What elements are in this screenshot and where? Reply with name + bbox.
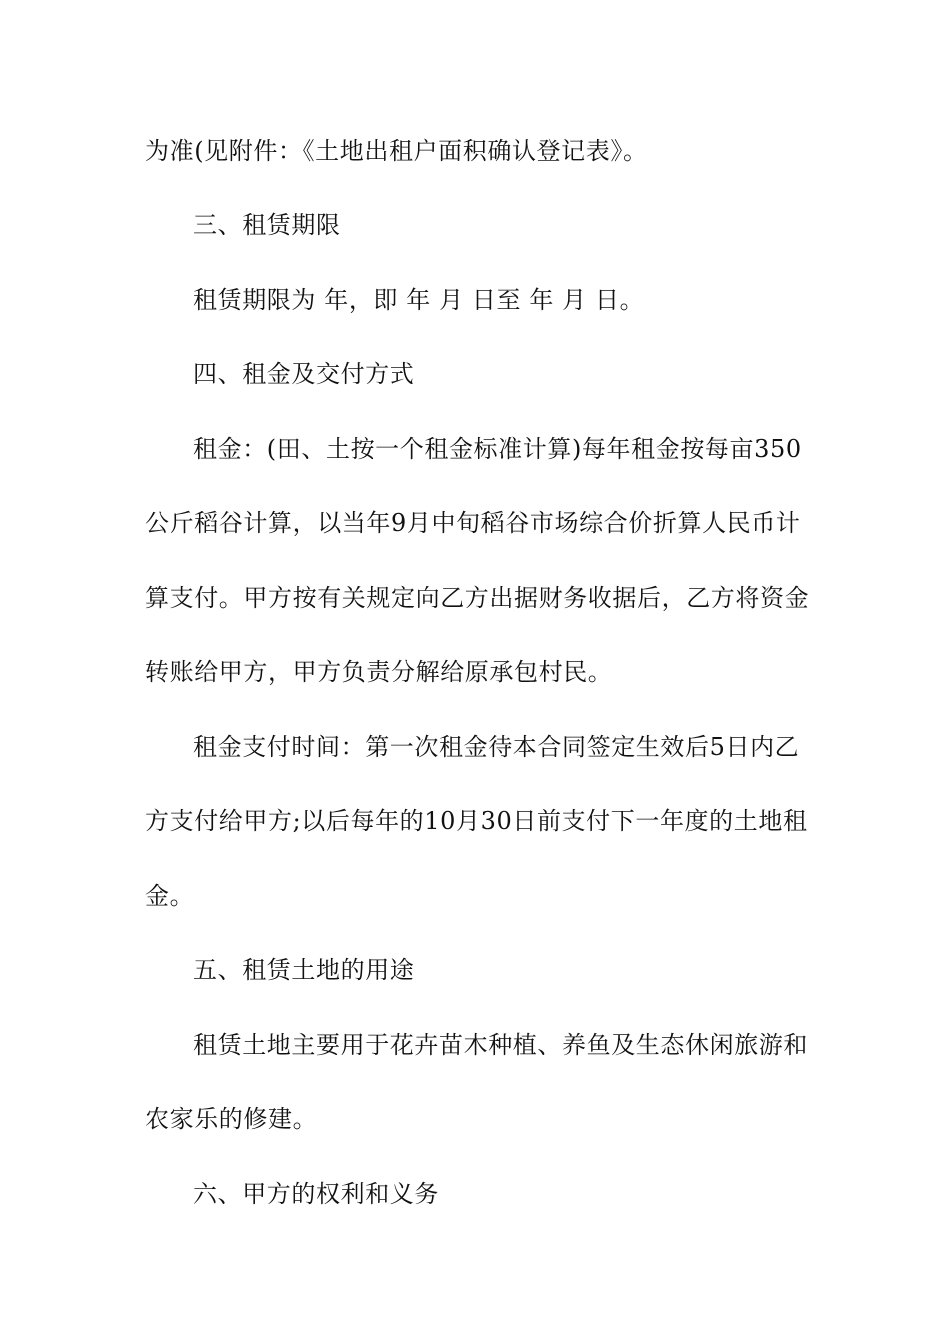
paragraph-rent-line-1: 租金：(田、土按一个租金标准计算)每年租金按每亩350 xyxy=(193,435,802,463)
paragraph-continuation: 为准(见附件：《土地出租户面积确认登记表》。 xyxy=(145,137,648,165)
section-heading-lease-term: 三、租赁期限 xyxy=(193,211,341,239)
paragraph-land-use-line-2: 农家乐的修建。 xyxy=(145,1105,318,1133)
paragraph-rent-line-3: 算支付。甲方按有关规定向乙方出据财务收据后，乙方将资金 xyxy=(145,584,810,612)
paragraph-rent-line-2: 公斤稻谷计算，以当年9月中旬稻谷市场综合价折算人民币计 xyxy=(145,509,801,537)
paragraph-payment-time-line-3: 金。 xyxy=(145,882,195,910)
section-heading-party-a-rights: 六、甲方的权利和义务 xyxy=(193,1180,439,1208)
section-heading-rent: 四、租金及交付方式 xyxy=(193,360,415,388)
paragraph-rent-line-4: 转账给甲方，甲方负责分解给原承包村民。 xyxy=(145,658,613,686)
paragraph-land-use-line-1: 租赁土地主要用于花卉苗木种植、养鱼及生态休闲旅游和 xyxy=(193,1031,808,1059)
paragraph-payment-time-line-1: 租金支付时间：第一次租金待本合同签定生效后5日内乙 xyxy=(193,733,800,761)
section-heading-land-use: 五、租赁土地的用途 xyxy=(193,956,415,984)
paragraph-payment-time-line-2: 方支付给甲方;以后每年的10月30日前支付下一年度的土地租 xyxy=(145,807,808,835)
paragraph-lease-term: 租赁期限为 年，即 年 月 日至 年 月 日。 xyxy=(193,286,645,314)
